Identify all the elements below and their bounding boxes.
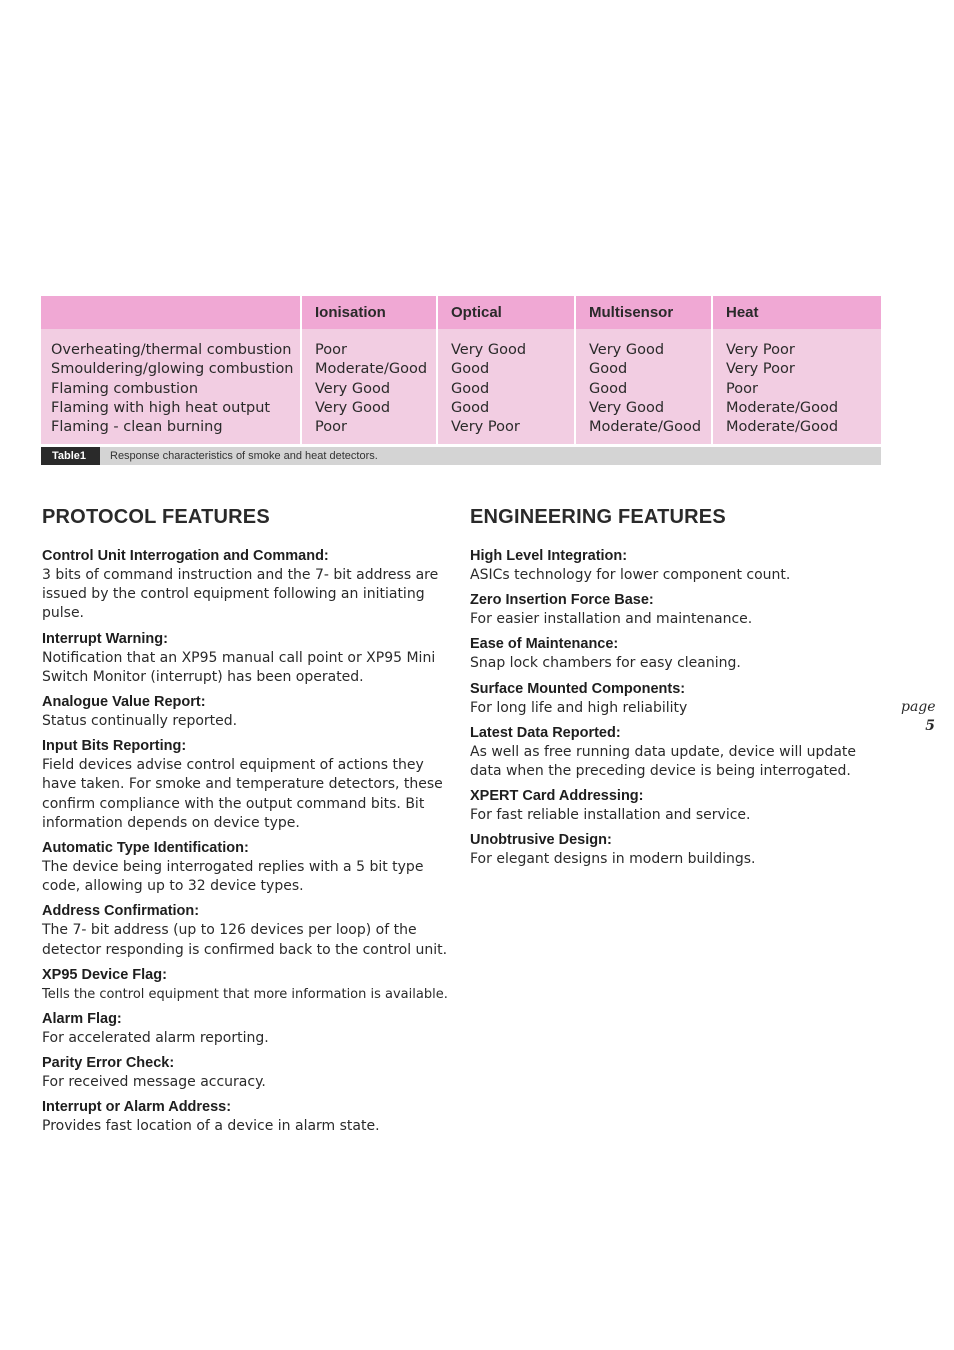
- table-cell: Moderate/Good: [726, 399, 839, 416]
- feature-text: For accelerated alarm reporting.: [42, 1030, 269, 1047]
- feature-item: [470, 724, 870, 781]
- feature-item: [42, 966, 454, 1004]
- table-cell: Very Poor: [726, 361, 795, 378]
- feature-text: For long life and high reliability: [470, 699, 688, 716]
- feature-item: [42, 547, 454, 624]
- page-number-value: 5: [925, 718, 935, 734]
- feature-text: For easier installation and maintenance.: [470, 611, 753, 628]
- feature-title: Unobtrusive Design:: [470, 832, 612, 849]
- table-cell: Overheating/thermal combustion: [51, 342, 292, 358]
- table-cell: Very Poor: [726, 342, 795, 358]
- table-cell: Smouldering/glowing combustion: [51, 361, 294, 378]
- table-cell: Good: [451, 399, 490, 416]
- table-cell: Moderate/Good: [589, 419, 702, 436]
- response-table: [41, 296, 881, 465]
- table-cell: Poor: [315, 342, 347, 358]
- feature-title: XPERT Card Addressing:: [470, 788, 644, 805]
- feature-text: As well as free running data update, device will update data when the preceding device is being interrogated.: [470, 743, 857, 780]
- feature-title: Latest Data Reported:: [470, 724, 621, 741]
- feature-text: Field devices advise control equipment of actions they have taken. For smoke and temperature detectors, these confirm compliance with the output command bits. Bit information depends on device type.: [42, 757, 443, 831]
- engineering-features-title: ENGINEERING FEATURES: [470, 506, 726, 528]
- table-caption-tag: Table1: [41, 447, 100, 465]
- table-header-cell: Multisensor: [576, 296, 711, 329]
- feature-item: [42, 839, 454, 896]
- feature-item: [42, 1098, 454, 1136]
- protocol-features-title: PROTOCOL FEATURES: [42, 506, 270, 528]
- table-column-multisensor: [576, 296, 713, 444]
- table-column-ionisation: [302, 296, 438, 444]
- table-cell: Very Good: [589, 342, 665, 358]
- feature-text: Notification that an XP95 manual call point or XP95 Mini Switch Monitor (interrupt) has been operated.: [42, 649, 436, 685]
- table-cell: Very Good: [315, 399, 391, 416]
- feature-title: High Level Integration:: [470, 548, 628, 564]
- table-column-optical: [438, 296, 576, 444]
- feature-text: ASICs technology for lower component count.: [470, 567, 791, 583]
- table-header-cell: Optical: [438, 296, 574, 329]
- feature-text: For fast reliable installation and service.: [470, 807, 751, 824]
- table-header-cell: Ionisation: [302, 296, 436, 329]
- table-cell: Good: [451, 361, 490, 378]
- table-header-cell: [41, 296, 300, 329]
- table-cell: Very Poor: [451, 419, 520, 436]
- feature-text: For elegant designs in modern buildings.: [470, 851, 756, 868]
- table-caption-text: Response characteristics of smoke and heat detectors.: [110, 450, 378, 462]
- feature-title: Parity Error Check:: [42, 1055, 175, 1072]
- feature-text: The 7- bit address (up to 126 devices per loop) of the detector responding is confirmed back to the control unit.: [42, 922, 448, 958]
- table-cell: Very Good: [315, 380, 391, 397]
- feature-item: [470, 787, 870, 825]
- page-label-text: page: [901, 699, 936, 715]
- table-cell: Flaming with high heat output: [51, 399, 271, 416]
- table-column-heat: [713, 296, 881, 444]
- table-cell: Very Good: [451, 342, 527, 358]
- feature-item: [42, 902, 454, 959]
- feature-title: Interrupt Warning:: [42, 630, 168, 647]
- feature-title: Control Unit Interrogation and Command:: [42, 548, 329, 564]
- feature-title: Interrupt or Alarm Address:: [42, 1099, 232, 1116]
- feature-item: [470, 547, 870, 585]
- protocol-features-section: [42, 506, 454, 1143]
- table-column-condition: [41, 296, 302, 444]
- feature-item: [470, 591, 870, 629]
- feature-title: Ease of Maintenance:: [470, 636, 619, 653]
- feature-text: 3 bits of command instruction and the 7- bit address are issued by the control equipment following an initiating pulse.: [42, 567, 439, 622]
- feature-title: Alarm Flag:: [42, 1011, 122, 1028]
- table-cell: Moderate/Good: [726, 419, 839, 436]
- feature-item: [42, 1054, 454, 1092]
- table-cell: Good: [589, 380, 628, 397]
- feature-text: For received message accuracy.: [42, 1074, 266, 1091]
- table-cell: Flaming - clean burning: [51, 419, 223, 436]
- feature-text: Provides fast location of a device in alarm state.: [42, 1118, 380, 1135]
- feature-item: [42, 630, 454, 687]
- table-cell: Moderate/Good: [315, 361, 428, 378]
- feature-item: [470, 831, 870, 869]
- feature-title: Address Confirmation:: [42, 903, 200, 920]
- feature-item: [42, 1010, 454, 1048]
- feature-title: Analogue Value Report:: [42, 694, 206, 711]
- feature-item: [470, 680, 870, 718]
- feature-text: Status continually reported.: [42, 713, 238, 730]
- feature-title: Surface Mounted Components:: [470, 680, 686, 697]
- page-number: [901, 698, 935, 736]
- feature-text: The device being interrogated replies with a 5 bit type code, allowing up to 32 device types.: [42, 859, 424, 895]
- feature-title: Automatic Type Identification:: [42, 840, 249, 857]
- feature-text: Tells the control equipment that more information is available.: [42, 986, 448, 1002]
- feature-title: XP95 Device Flag:: [42, 966, 167, 983]
- feature-text: Snap lock chambers for easy cleaning.: [470, 655, 741, 672]
- table-cell: Flaming combustion: [51, 380, 199, 397]
- feature-title: Zero Insertion Force Base:: [470, 592, 654, 609]
- table-cell: Poor: [315, 419, 347, 436]
- table-cell: Good: [451, 380, 490, 397]
- feature-item: [42, 737, 454, 833]
- table-caption: [41, 447, 881, 465]
- engineering-features-section: [470, 506, 870, 876]
- table-cell: Poor: [726, 380, 758, 397]
- table-header-cell: Heat: [713, 296, 881, 329]
- table-cell: Very Good: [589, 399, 665, 416]
- table-cell: Good: [589, 361, 628, 378]
- feature-title: Input Bits Reporting:: [42, 738, 187, 755]
- feature-item: [470, 635, 870, 673]
- feature-item: [42, 693, 454, 731]
